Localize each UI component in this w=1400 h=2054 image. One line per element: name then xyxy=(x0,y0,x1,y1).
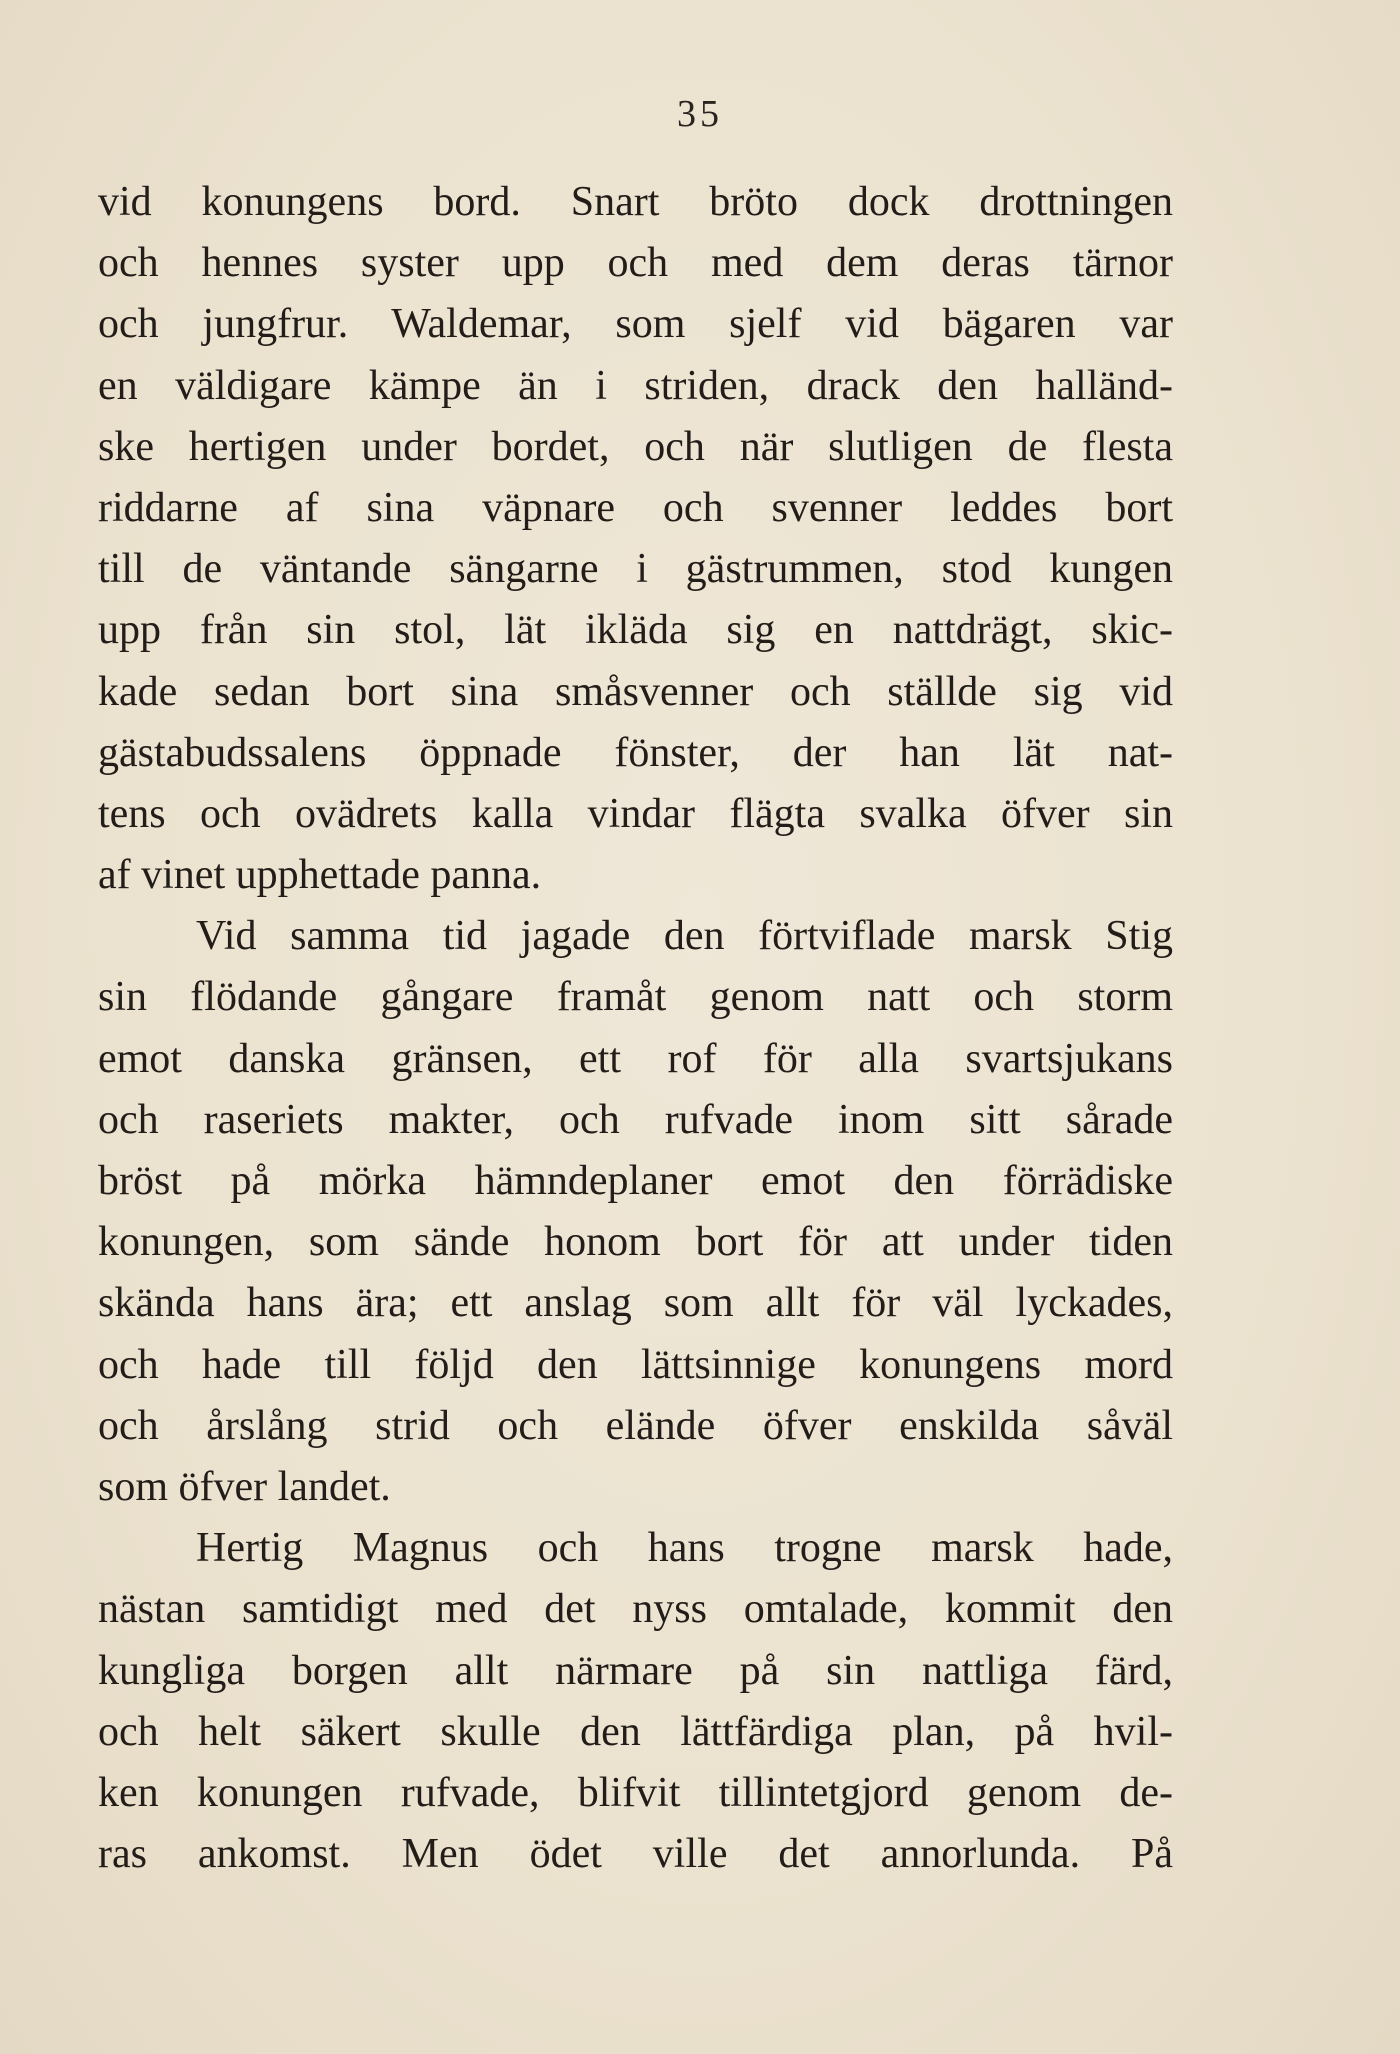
text-line: och årslång strid och elände öfver enskilda såväl xyxy=(98,1402,1173,1449)
text-line: och hade till följd den lättsinnige konungens mord xyxy=(98,1341,1173,1388)
text-line: Hertig Magnus och hans trogne marsk hade, xyxy=(196,1525,1173,1572)
text-line: som öfver landet. xyxy=(98,1463,391,1510)
text-line: Vid samma tid jagade den förtviflade marsk Stig xyxy=(196,913,1173,960)
text-line: skända hans ära; ett anslag som allt för väl lyckades, xyxy=(98,1280,1173,1327)
text-line: vid konungens bord. Snart bröto dock drottningen xyxy=(98,179,1173,225)
text-line: en väldigare kämpe än i striden, drack den halländ- xyxy=(98,362,1173,409)
text-line: kungliga borgen allt närmare på sin nattliga färd, xyxy=(98,1647,1173,1694)
text-line: af vinet upphettade panna. xyxy=(98,852,542,899)
text-line: bröst på mörka hämndeplaner emot den förrädiske xyxy=(98,1158,1173,1204)
text-line: ske hertigen under bordet, och när slutligen de flesta xyxy=(98,423,1173,470)
page-number: 35 xyxy=(677,93,723,135)
text-line: kade sedan bort sina småsvenner och ställde sig vid xyxy=(98,668,1173,715)
text-line: riddarne af sina väpnare och svenner leddes bort xyxy=(98,484,1173,531)
text-line: ken konungen rufvade, blifvit tillintetgjord genom de- xyxy=(98,1769,1173,1816)
text-line: tens och ovädrets kalla vindar flägta svalka öfver sin xyxy=(98,790,1173,837)
text-line: till de väntande sängarne i gästrummen, stod kungen xyxy=(98,546,1173,593)
text-line: nästan samtidigt med det nyss omtalade, kommit den xyxy=(98,1586,1173,1633)
text-line: konungen, som sände honom bort för att under tiden xyxy=(98,1219,1173,1266)
text-line: emot danska gränsen, ett rof för alla svartsjukans xyxy=(98,1035,1173,1082)
text-line: och helt säkert skulle den lättfärdiga plan, på hvil- xyxy=(98,1708,1173,1755)
text-line: och jungfrur. Waldemar, som sjelf vid bägaren var xyxy=(98,301,1173,348)
text-line: och raseriets makter, och rufvade inom sitt sårade xyxy=(98,1096,1173,1143)
text-line: sin flödande gångare framåt genom natt och storm xyxy=(98,974,1173,1021)
text-line: ras ankomst. Men ödet ville det annorlunda. På xyxy=(98,1831,1173,1878)
body-text xyxy=(98,172,1173,1885)
text-line: upp från sin stol, lät ikläda sig en nattdrägt, skic- xyxy=(98,607,1173,654)
text-line: gästabudssalens öppnade fönster, der han lät nat- xyxy=(98,729,1173,776)
text-line: och hennes syster upp och med dem deras tärnor xyxy=(98,240,1173,287)
